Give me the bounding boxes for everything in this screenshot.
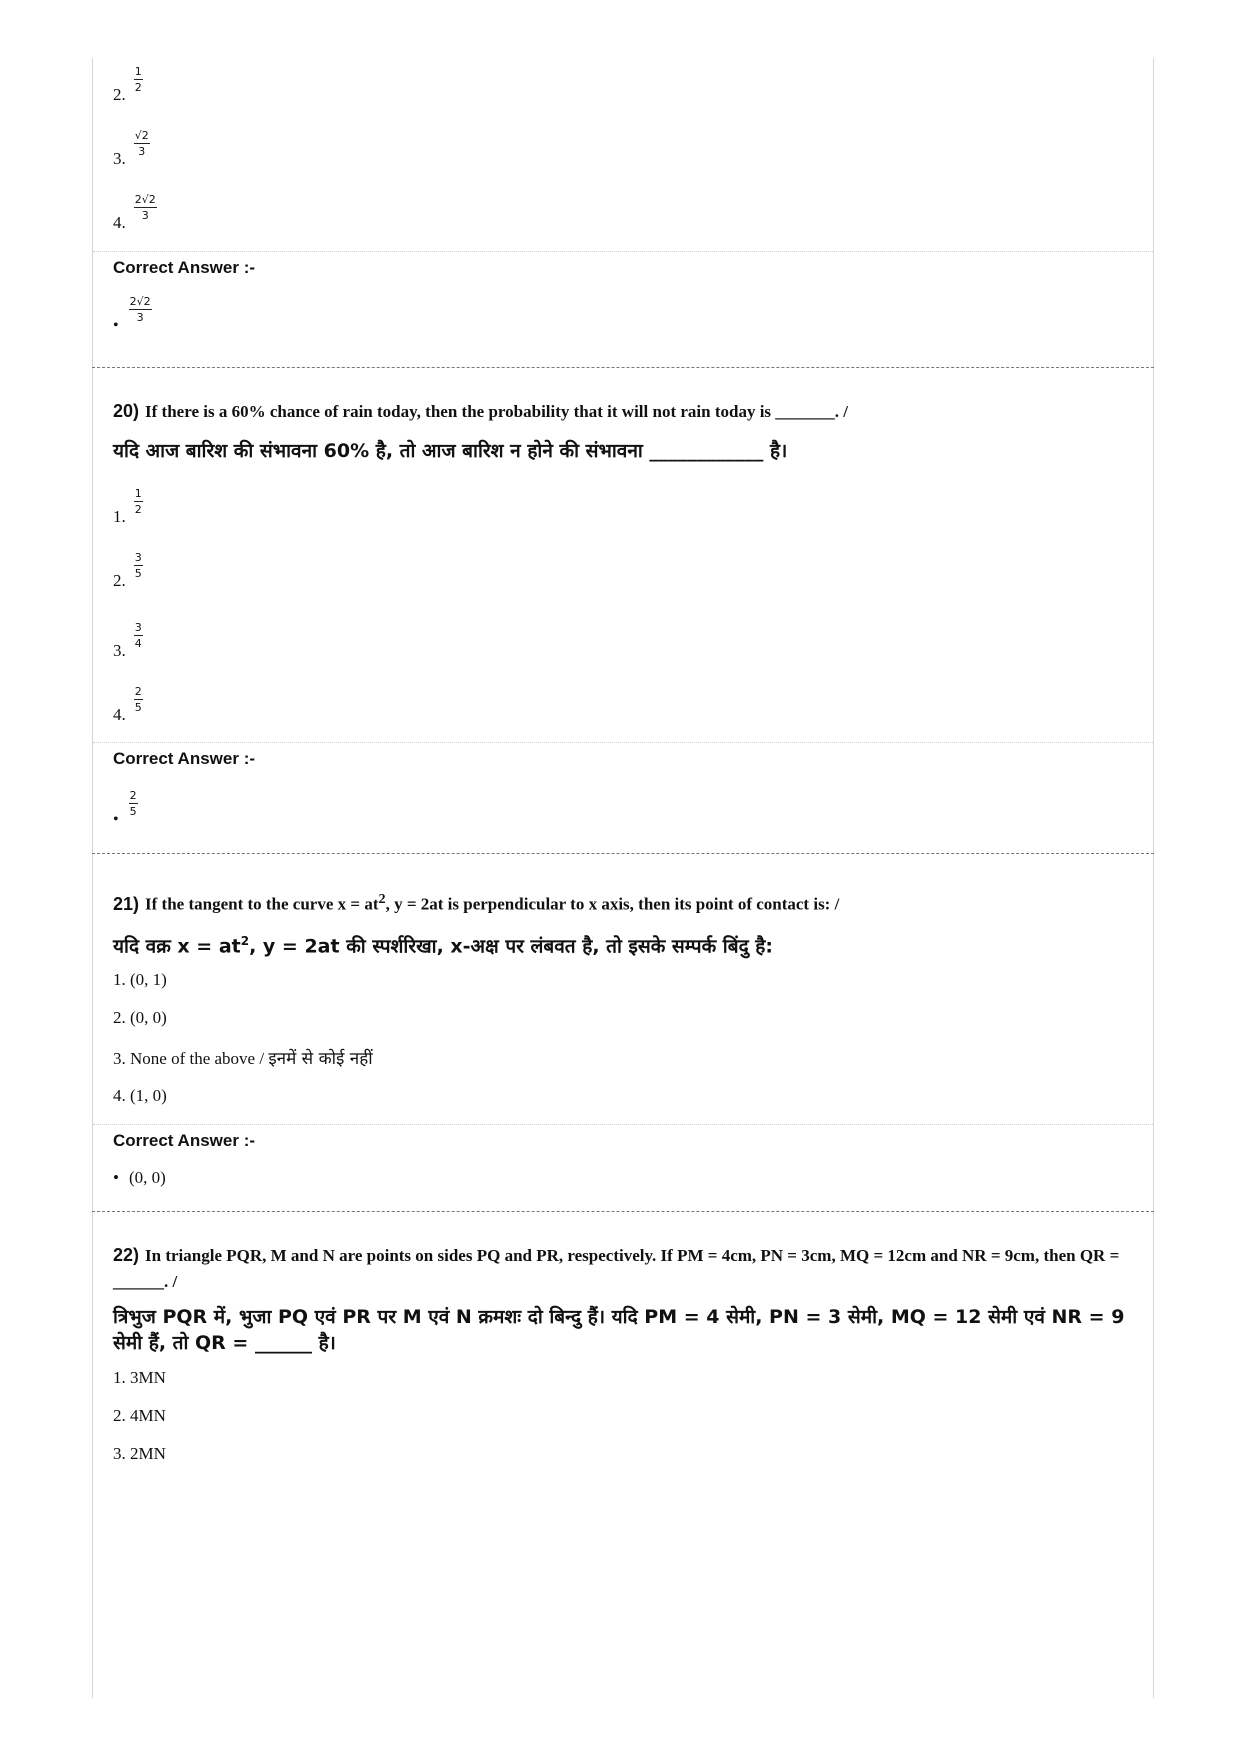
question-divider [92,853,1154,854]
question-21-text: 21) If the tangent to the curve $x = at^2$, y = 2at is perpendicular to x axis, then its point of contact is: / [113,891,840,914]
question-20-text: 20) If there is a 60% chance of rain today, then the probability that it will not rain today is _______. / [113,401,849,421]
question-21-hindi: यदि वक्र $x = at^2$, y = 2at की स्पर्शरिखा, x-अक्ष पर लंबवत है, तो इसके सम्पर्क बिंदु है: [113,934,773,958]
question-20-hindi: यदि आज बारिश की संभावना 60% है, तो आज बारिश न होने की संभावना ____________ है। [113,440,788,462]
q22-option-3: 3. 2MN [113,1444,166,1463]
question-22-text: 22) In triangle PQR, M and N are points on sides PQ and PR, respectively. If PM = 4cm, PN = 3cm, MQ = 12cm and NR = 9cm, then QR = ______. / [113,1245,1120,1291]
fraction: $\frac{2√2}{3}$ [134,193,156,222]
q21-option-1: 1. (0, 1) [113,970,167,989]
correct-answer: • $\frac{2}{5}$ [113,789,137,828]
question-paper-frame [92,58,1154,1698]
fraction: $\frac{√2}{3}$ [134,129,149,158]
q20-option-2: 2. $\frac{3}{5}$ [113,551,142,590]
divider [93,742,1153,743]
q21-option-2: 2. (0, 0) [113,1008,167,1027]
divider [93,1124,1153,1125]
q19-option-4: 4. $\frac{2√2}{3}$ [113,193,156,232]
q22-option-2: 2. 4MN [113,1406,166,1425]
q20-option-4: 4. $\frac{2}{5}$ [113,685,142,724]
question-divider [92,367,1154,368]
q22-option-1: 1. 3MN [113,1368,166,1387]
divider [93,251,1153,252]
question-22-hindi: त्रिभुज PQR में, भुजा PQ एवं PR पर M एवं N क्रमशः दो बिन्दु हैं। यदि PM = 4 सेमी, PN = 3 सेमी, MQ = 12 सेमी एवं NR = 9 सेमी हैं, तो QR = ______ है। [113,1306,1125,1354]
question-divider [92,1211,1154,1212]
correct-answer: • (0, 0) [113,1168,166,1187]
q19-option-3: 3. $\frac{√2}{3}$ [113,129,149,168]
correct-answer-label: Correct Answer :- [113,1131,256,1150]
correct-answer: • $\frac{2√2}{3}$ [113,295,151,334]
q19-option-2: 2. $\frac{1}{2}$ [113,65,142,104]
q21-option-3: 3. None of the above / इनमें से कोई नहीं [113,1049,373,1069]
correct-answer-label: Correct Answer :- [113,749,256,768]
q20-option-1: 1. $\frac{1}{2}$ [113,487,142,526]
q20-option-3: 3. $\frac{3}{4}$ [113,621,142,660]
correct-answer-label: Correct Answer :- [113,258,256,277]
fraction: $\frac{1}{2}$ [134,65,142,94]
q21-option-4: 4. (1, 0) [113,1086,167,1105]
